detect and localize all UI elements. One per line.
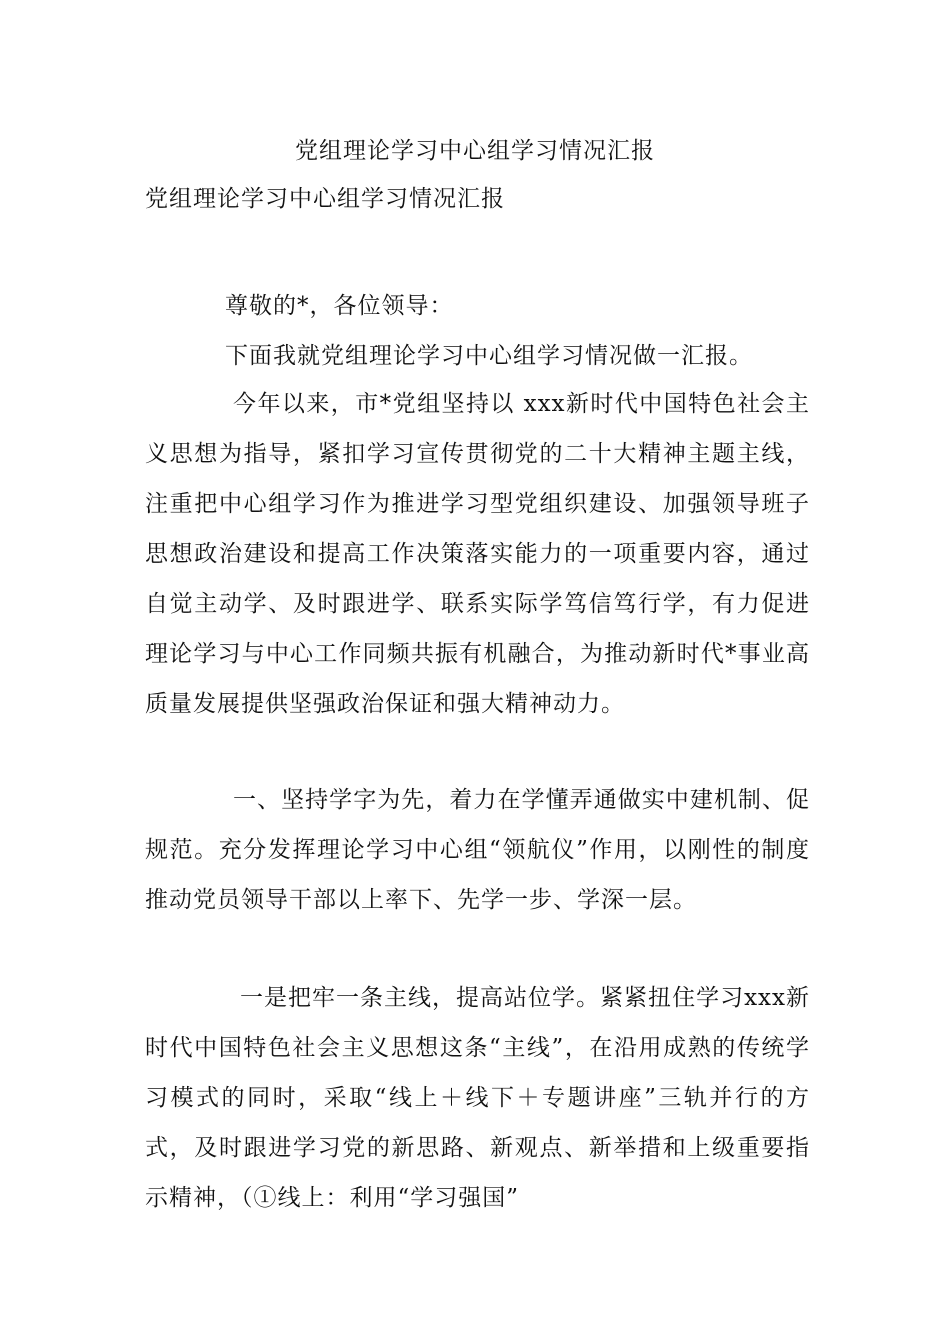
body-paragraph-3: 一是把牢一条主线，提高站位学。紧紧扭住学习xxx新时代中国特色社会主义思想这条“主线”，在沿用成熟的传统学习模式的同时，采取“线上＋线下＋专题讲座”三轨并行的方式，及时跟进学习党的新思路、新观点、新举措和上级重要指示精神，（①线上：利用“学习强国” <box>145 985 810 1211</box>
body-paragraph-1: 今年以来，市*党组坚持以 xxx新时代中国特色社会主义思想为指导，紧扣学习宣传贯彻党的二十大精神主题主线，注重把中心组学习作为推进学习型党组织建设、加强领导班子思想政治建设和提高工作决策落实能力的一项重要内容，通过自觉主动学、及时跟进学、联系实际学笃信笃行学，有力促进理论学习与中心工作同频共振有机融合，为推动新时代*事业高质量发展提供坚强政治保证和强大精神动力。 <box>145 391 810 717</box>
greeting-line: 尊敬的*，各位领导： <box>225 293 454 319</box>
document-subtitle: 党组理论学习中心组学习情况汇报 <box>145 186 505 212</box>
document-title: 党组理论学习中心组学习情况汇报 <box>295 138 655 164</box>
section-heading-paragraph: 一、坚持学字为先，着力在学懂弄通做实中建机制、促规范。充分发挥理论学习中心组“领航仪”作用，以刚性的制度推动党员领导干部以上率下、先学一步、学深一层。 <box>145 787 810 913</box>
intro-paragraph: 下面我就党组理论学习中心组学习情况做一汇报。 <box>225 343 753 369</box>
